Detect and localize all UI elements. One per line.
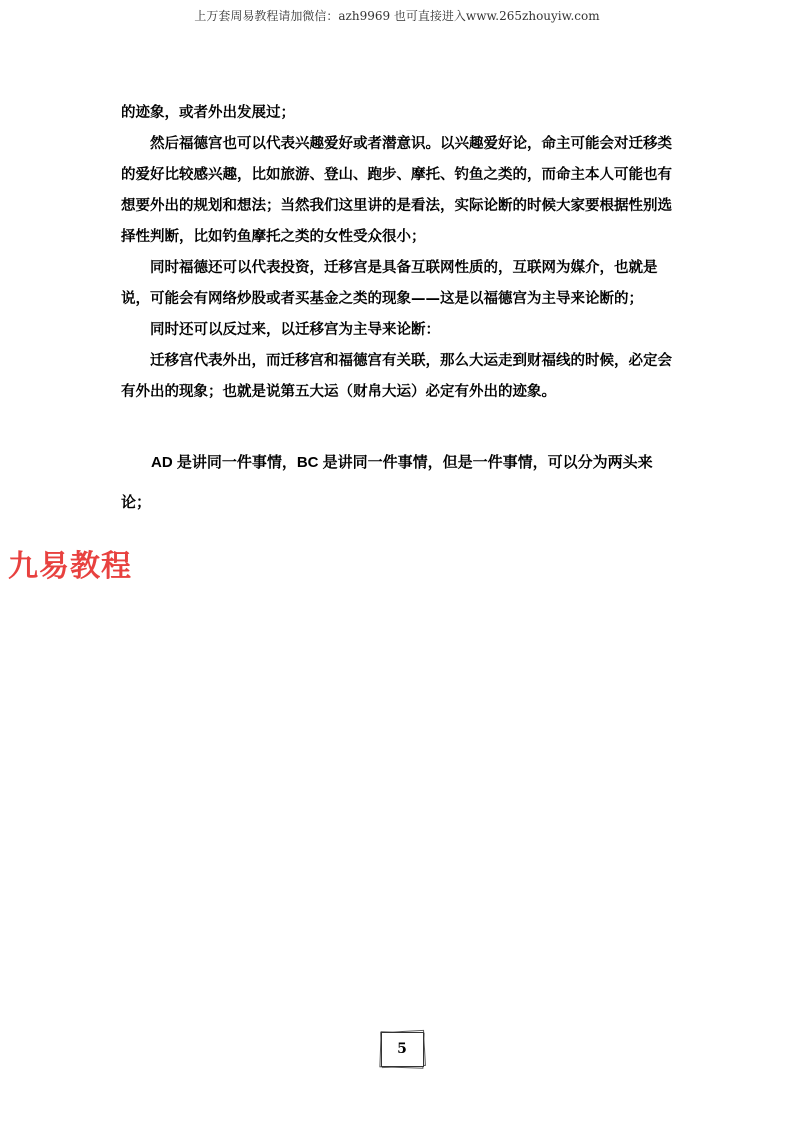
paragraph-fude-interest: 然后福德宫也可以代表兴趣爱好或者潜意识。以兴趣爱好论，命主可能会对迁移类的爱好比较感兴趣，比如旅游、登山、跑步、摩托、钓鱼之类的，而命主本人可能也有想要外出的规划和想法；当然我们这里讲的是看法，实际论断的时候大家要根据性别选择性判断，比如钓鱼摩托之类的女性受众很小； [121,136,672,245]
page-number-frame [379,1030,425,1068]
paragraph-ad-bc: AD 是讲同一件事情，BC 是讲同一件事情，但是一件事情，可以分为两头来论； [121,454,653,511]
paragraph-migration: 迁移宫代表外出，而迁移宫和福德宫有关联，那么大运走到财福线的时候，必定会有外出的现象；也就是说第五大运（财帛大运）必定有外出的迹象。 [121,353,672,400]
paragraph-reverse: 同时还可以反过来，以迁移宫为主导来论断： [150,322,440,338]
page-header: 上万套周易教程请加微信：azh9969 也可直接进入www.265zhouyiw.com [194,9,600,23]
paragraph-continuation: 的迹象，或者外出发展过； [121,105,295,121]
paragraph-fude-investment: 同时福德还可以代表投资，迁移宫是具备互联网性质的，互联网为媒介，也就是说，可能会有网络炒股或者买基金之类的现象——这是以福德宫为主导来论断的； [121,260,658,307]
watermark-logo: 九易教程 [8,549,132,584]
body-text [121,98,676,408]
page-number: 5 [397,1041,407,1057]
special-paragraph-block [121,443,676,523]
